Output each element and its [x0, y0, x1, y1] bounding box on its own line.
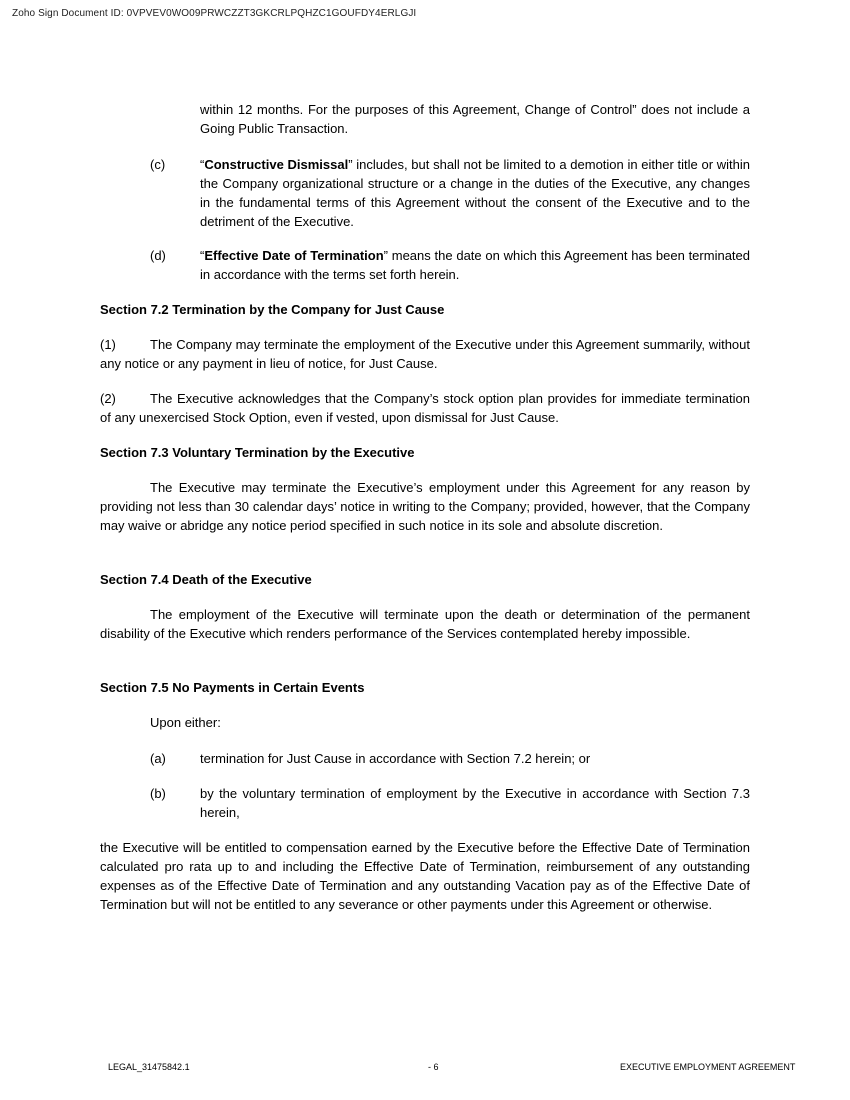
section-7-2-heading: Section 7.2 Termination by the Company for Just Cause	[100, 302, 445, 317]
section-7-3-para: The Executive may terminate the Executive’s employment under this Agreement for any reason by providing not less than 30 calendar days’ notice in writing to the Company; provided, however, that the Company may waive or abridge any notice period specified in such notice in its sole and absolute discretion.	[100, 480, 750, 533]
section-7-4-heading: Section 7.4 Death of the Executive	[100, 572, 312, 587]
definition-c-label: (c)	[150, 157, 166, 172]
document-id: Zoho Sign Document ID: 0VPVEV0WO09PRWCZZT3GKCRLPQHZC1GOUFDY4ERLGJI	[12, 8, 417, 19]
section-7-5-intro: Upon either:	[150, 715, 221, 730]
footer-doc-ref: LEGAL_31475842.1	[108, 1062, 190, 1072]
definition-d-term: Effective Date of Termination	[204, 248, 384, 263]
item-a-text: termination for Just Cause in accordance with Section 7.2 herein; or	[200, 751, 591, 766]
section-7-2-para-1: (1) The Company may terminate the employment of the Executive under this Agreement summarily, without any notice or any payment in lieu of notice, for Just Cause.	[100, 337, 750, 371]
section-7-5-closing: the Executive will be entitled to compensation earned by the Executive before the Effective Date of Termination calculated pro rata up to and including the Effective Date of Termination, reimbursement of any outstanding expenses as of the Effective Date of Termination and any outstanding Vacation pay as of the Effective Date of Termination but will not be entitled to any severance or other payments under this Agreement or otherwise.	[100, 840, 750, 912]
continuation-paragraph: within 12 months. For the purposes of this Agreement, Change of Control” does not include a Going Public Transaction.	[200, 102, 750, 136]
item-a-label: (a)	[150, 751, 166, 766]
footer-page-number: - 6	[428, 1062, 439, 1072]
definition-c-text: “Constructive Dismissal” includes, but shall not be limited to a demotion in either title or within the Company organizational structure or a change in the duties of the Executive, any changes in the fundamental terms of this Agreement without the consent of the Executive and to the detriment of the Executive.	[200, 157, 750, 229]
item-b-text: by the voluntary termination of employment by the Executive in accordance with Section 7.3 herein,	[200, 786, 750, 820]
section-7-3-heading: Section 7.3 Voluntary Termination by the Executive	[100, 445, 415, 460]
item-b-label: (b)	[150, 786, 166, 801]
definition-d-text: “Effective Date of Termination” means the date on which this Agreement has been terminated in accordance with the terms set forth herein.	[200, 248, 750, 282]
definition-d-label: (d)	[150, 248, 166, 263]
definition-c-term: Constructive Dismissal	[204, 157, 349, 172]
footer-title: EXECUTIVE EMPLOYMENT AGREEMENT	[620, 1062, 796, 1072]
section-7-5-heading: Section 7.5 No Payments in Certain Events	[100, 680, 365, 695]
section-7-4-para: The employment of the Executive will terminate upon the death or determination of the permanent disability of the Executive which renders performance of the Services contemplated hereby impossible.	[100, 607, 750, 641]
section-7-2-para-2: (2) The Executive acknowledges that the Company’s stock option plan provides for immediate termination of any unexercised Stock Option, even if vested, upon dismissal for Just Cause.	[100, 391, 750, 425]
